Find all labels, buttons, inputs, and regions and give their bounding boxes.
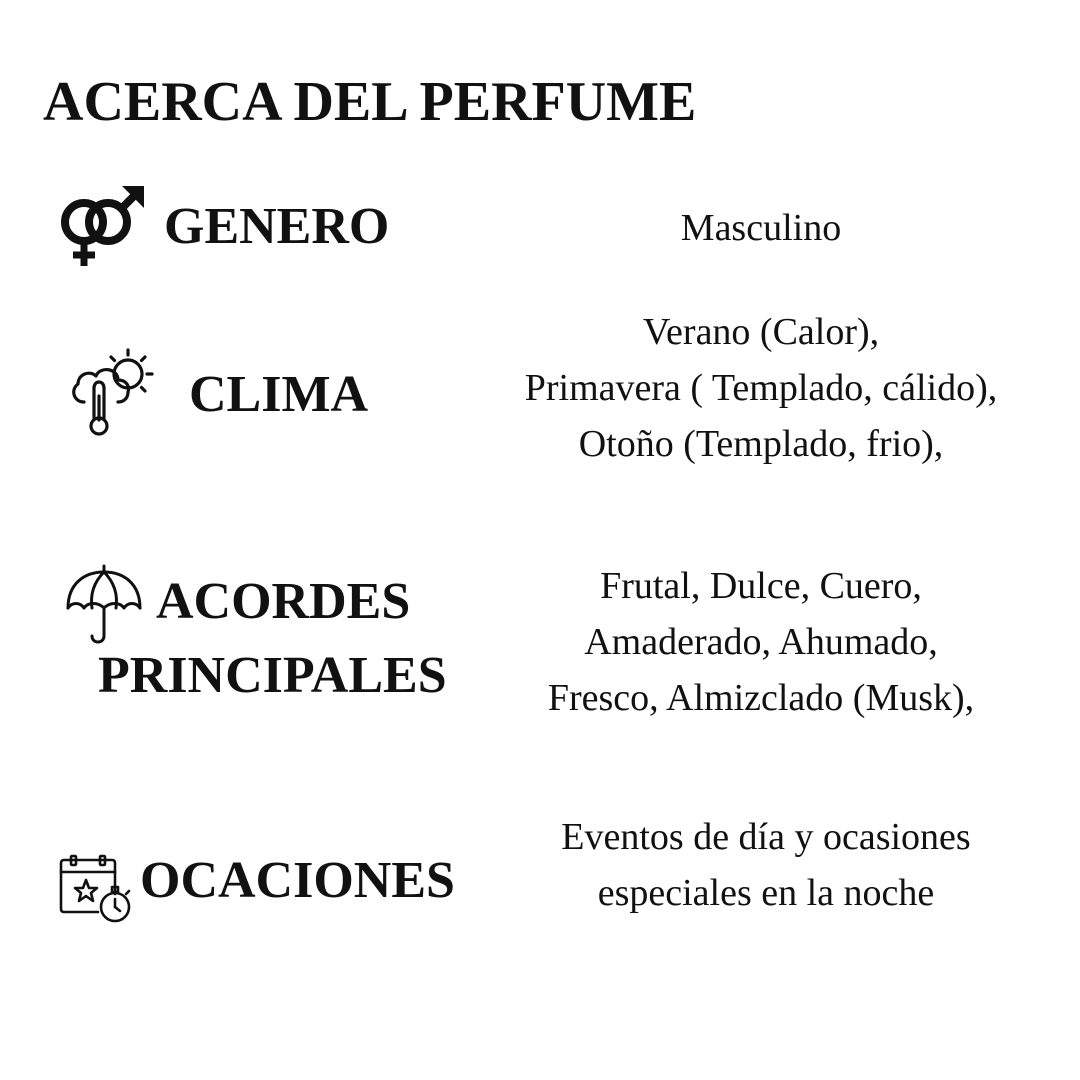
acordes-value-line: Frutal, Dulce, Cuero, [600,565,922,607]
ocaciones-label: OCACIONES [140,852,455,909]
clima-value [461,304,1061,472]
gender-icon [56,182,148,270]
ocaciones-value [466,809,1066,921]
page-title: ACERCA DEL PERFUME [43,71,697,133]
principales-label: PRINCIPALES [98,647,447,704]
umbrella-icon [64,564,144,648]
clima-label: CLIMA [189,366,369,423]
calendar-stopwatch-icon [58,854,132,926]
acordes-value [461,558,1061,726]
genero-value [461,200,1061,256]
clima-value-line: Verano (Calor), [642,311,880,353]
genero-value-line: Masculino [680,207,842,249]
acordes-value-line: Fresco, Almizclado (Musk), [547,677,975,719]
ocaciones-value-line: Eventos de día y ocasiones [561,816,971,858]
clima-value-line: Otoño (Templado, frio), [578,423,944,465]
acordes-label: ACORDES [156,573,411,630]
acordes-value-line: Amaderado, Ahumado, [584,621,938,663]
ocaciones-value-line: especiales en la noche [597,872,935,914]
clima-value-line: Primavera ( Templado, cálido), [524,367,998,409]
weather-thermometer-icon [64,346,160,438]
genero-label: GENERO [164,198,390,255]
